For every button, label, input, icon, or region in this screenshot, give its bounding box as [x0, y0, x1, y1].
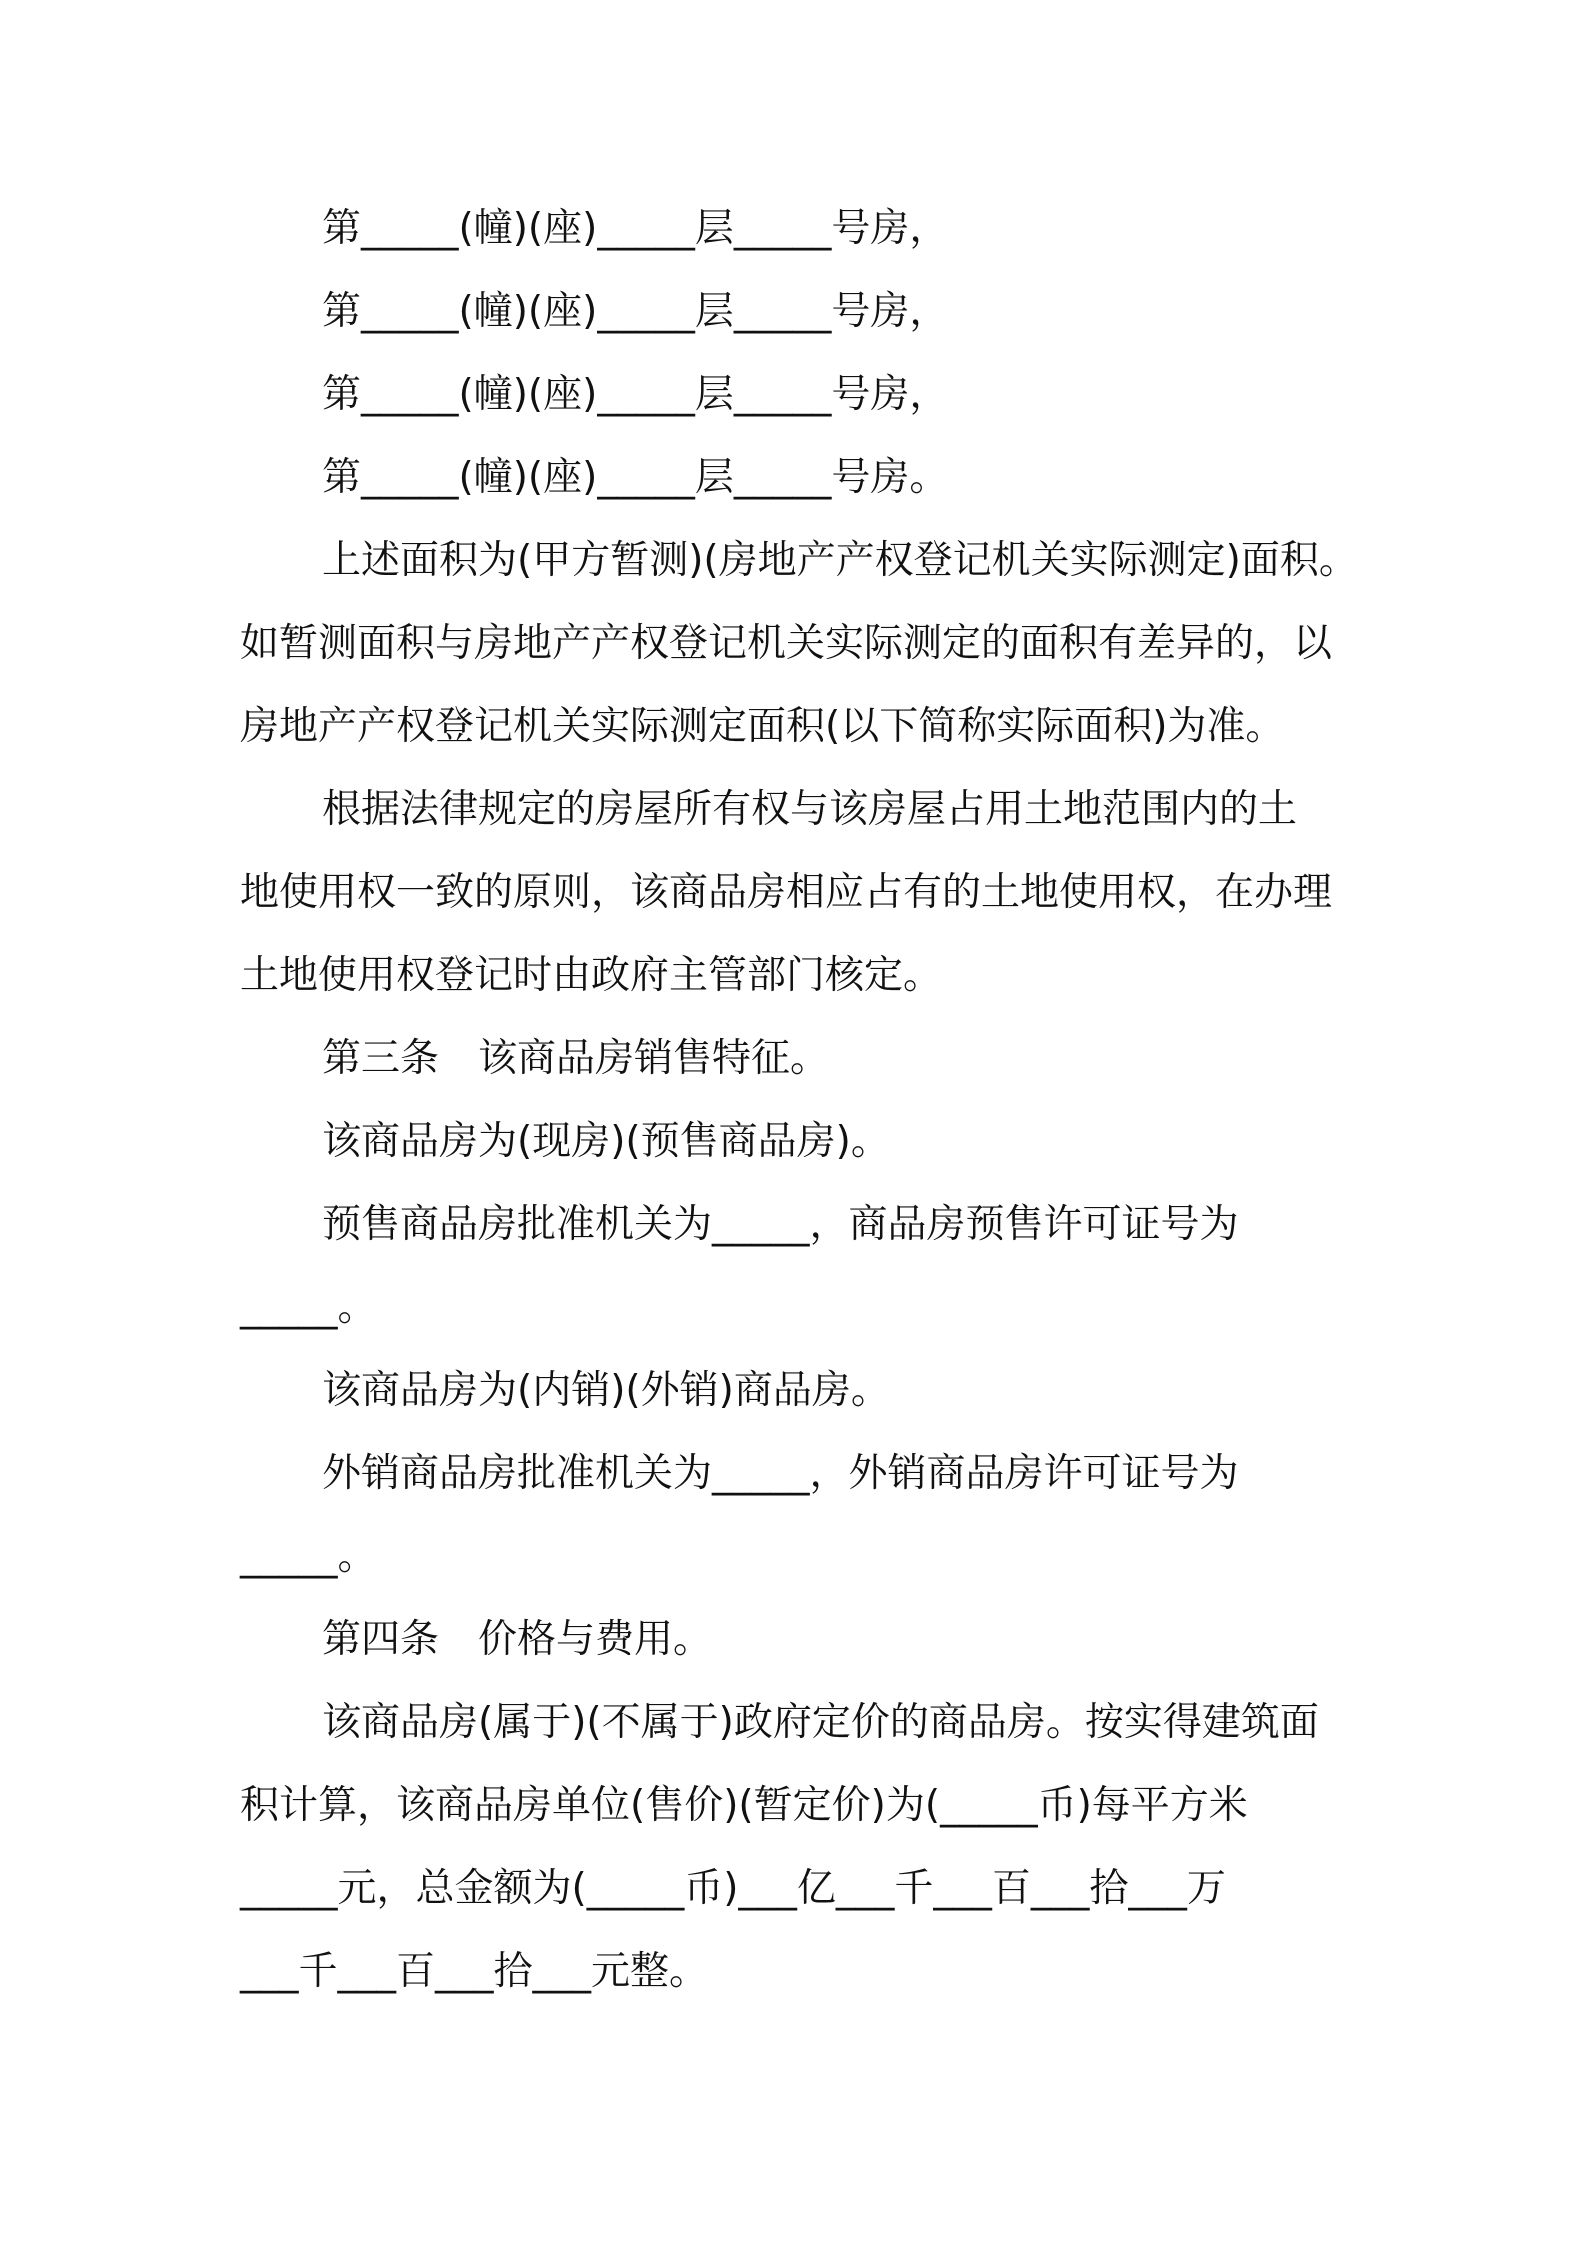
price-paragraph-line-3: _____元，总金额为(_____币)___亿___千___百___拾___万 [240, 1866, 1226, 1911]
room-line-1: 第_____(幢)(座)_____层_____号房， [322, 206, 949, 251]
presale-approval-continuation: _____。 [240, 1285, 377, 1330]
foreign-sale-approval-continuation: _____。 [240, 1534, 377, 1579]
article-three-heading: 第三条 该商品房销售特征。 [322, 1036, 830, 1081]
room-line-2: 第_____(幢)(座)_____层_____号房， [322, 289, 949, 334]
domestic-foreign-sale-line: 该商品房为(内销)(外销)商品房。 [322, 1368, 890, 1413]
land-paragraph-line-2: 地使用权一致的原则，该商品房相应占有的土地使用权，在办理 [240, 870, 1333, 915]
price-paragraph-line-4: ___千___百___拾___元整。 [240, 1949, 709, 1994]
area-paragraph-line-2: 如暂测面积与房地产产权登记机关实际测定的面积有差异的，以 [240, 621, 1333, 666]
land-paragraph-line-1: 根据法律规定的房屋所有权与该房屋占用土地范围内的土 [322, 787, 1298, 832]
area-paragraph-line-1: 上述面积为(甲方暂测)(房地产产权登记机关实际测定)面积。 [322, 538, 1358, 583]
article-four-heading: 第四条 价格与费用。 [322, 1617, 713, 1662]
price-paragraph-line-1: 该商品房(属于)(不属于)政府定价的商品房。按实得建筑面 [322, 1700, 1319, 1745]
land-paragraph-line-3: 土地使用权登记时由政府主管部门核定。 [240, 953, 943, 998]
room-line-4: 第_____(幢)(座)_____层_____号房。 [322, 455, 949, 500]
foreign-sale-approval-line: 外销商品房批准机关为_____，外销商品房许可证号为 [322, 1451, 1239, 1496]
price-paragraph-line-2: 积计算，该商品房单位(售价)(暂定价)为(_____币)每平方米 [240, 1783, 1248, 1828]
room-line-3: 第_____(幢)(座)_____层_____号房， [322, 372, 949, 417]
presale-approval-line: 预售商品房批准机关为_____，商品房预售许可证号为 [322, 1202, 1239, 1247]
area-paragraph-line-3: 房地产产权登记机关实际测定面积(以下简称实际面积)为准。 [240, 704, 1285, 749]
sale-type-line: 该商品房为(现房)(预售商品房)。 [322, 1119, 890, 1164]
